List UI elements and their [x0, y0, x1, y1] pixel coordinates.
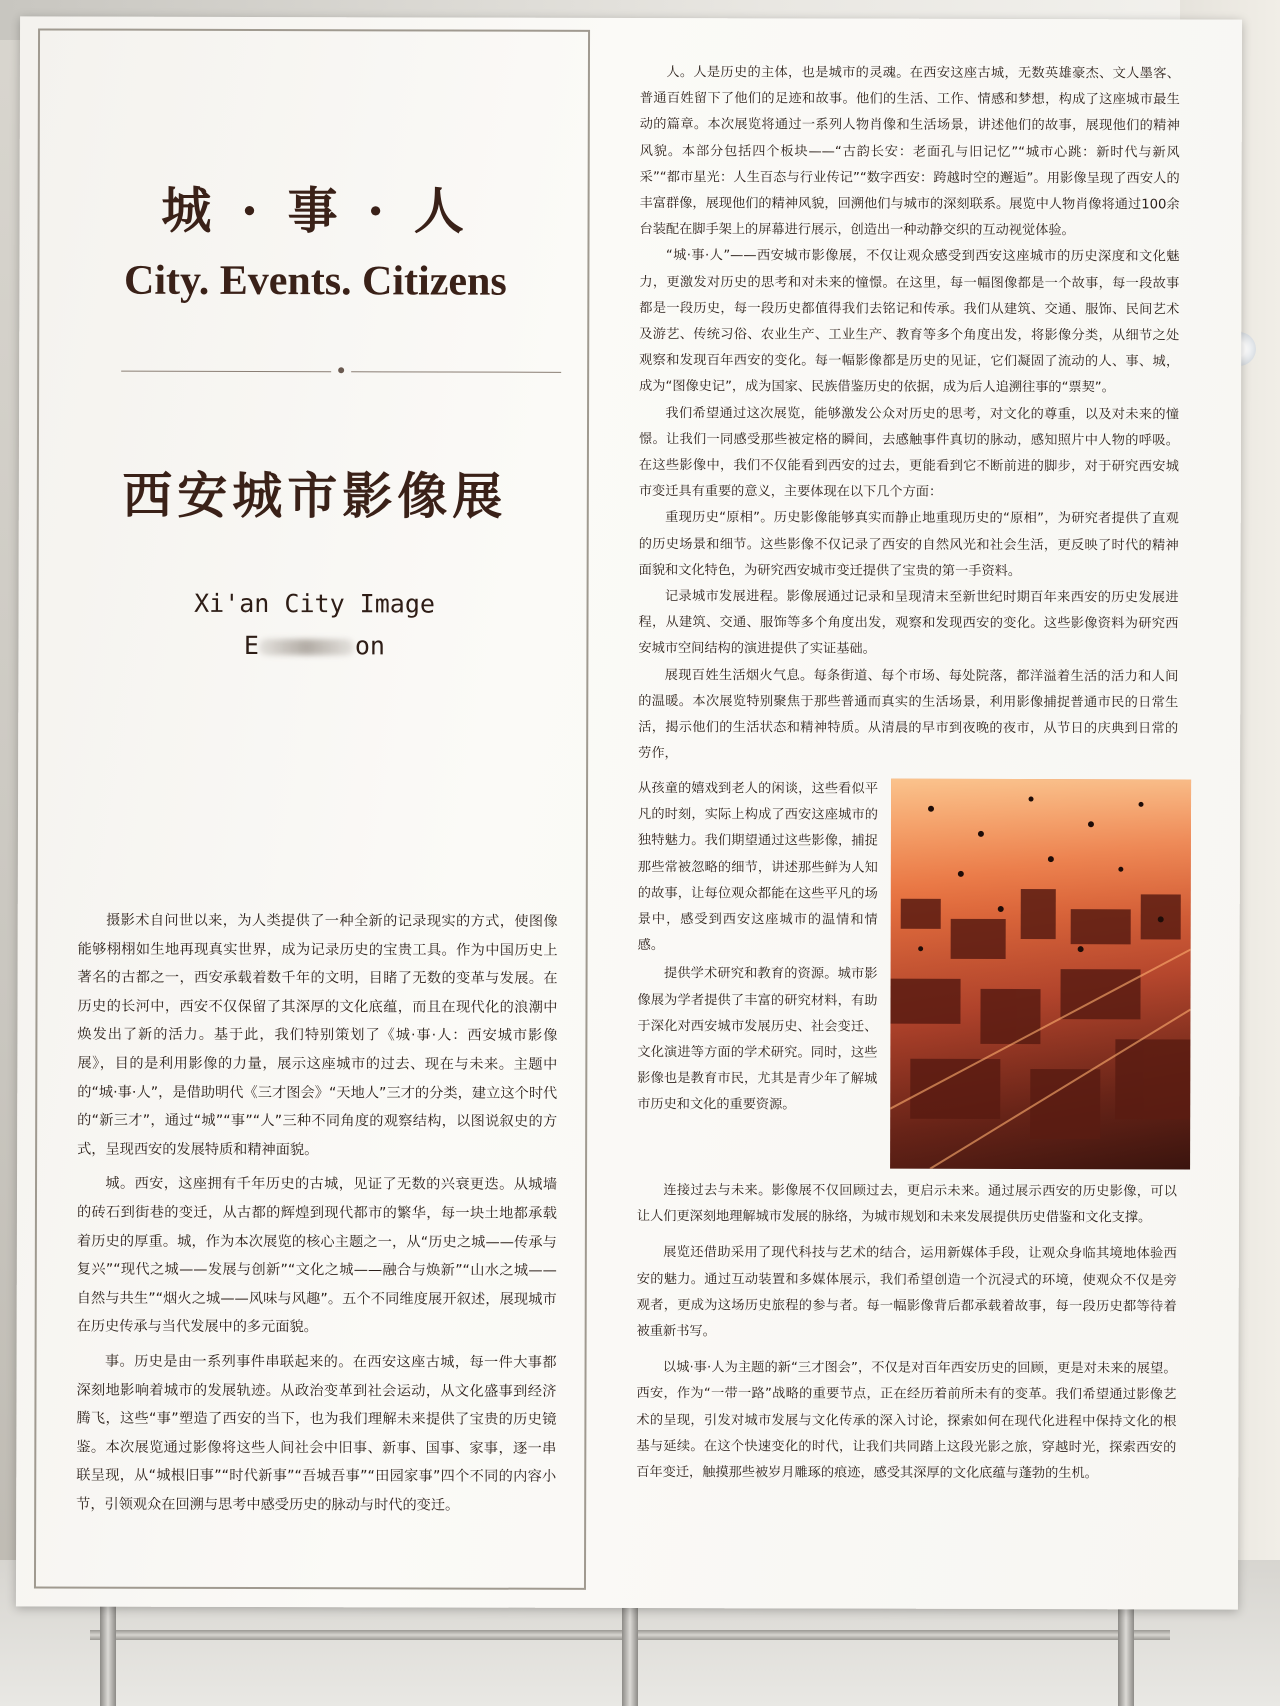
- title-divider-right: [351, 371, 561, 373]
- exhibition-paragraph: “城·事·人”——西安城市影像展，不仅让观众感受到西安这座城市的历史深度和文化魅力，更激发对历史的思考和对未来的憧憬。在这里，每一幅图像都是一个故事，每一段故事都是一段历史，每一段历史都值得我们去铭记和传承。我们从建筑、交通、服饰、民间艺术及游艺、传统习俗、农业生产、工业生产、教育等多个角度出发，将影像分类，从细节之处观察和发现百年西安的变化。每一幅影像都是历史的见证，它们凝固了流动的人、事、城，成为“图像史记”，成为国家、民族借鉴历史的依据，成为后人追溯往事的“票契”。: [639, 248, 1180, 396]
- subtitle-english-line1: Xi'an City Image: [194, 588, 435, 619]
- photo-illustration: [890, 779, 1191, 1170]
- intro-paragraph: 摄影术自问世以来，为人类提供了一种全新的记录现实的方式，使图像能够栩栩如生地再现真实世界，成为记录历史的宝贵工具。作为中国历史上著名的古都之一，西安承载着数千年的文明，目睹了无数的变革与发展。在历史的长河中，西安不仅保留了其深厚的文化底蕴，而且在现代化的浪潮中焕发出了新的活力。基于此，我们特别策划了《城·事·人：西安城市影像展》，目的是利用影像的力量，展示这座城市的过去、现在与未来。主题中的“城·事·人”，是借助明代《三才图会》“天地人”三才的分类，建立这个时代的“新三才”，通过“城”“事”“人”三种不同角度的观察结构，以图说叙史的方式，呈现西安的发展特质和精神面貌。: [77, 912, 558, 1158]
- left-body-text: [76, 907, 558, 1521]
- daily-life-paragraph: 展现百姓生活烟火气息。每条街道、每个市场、每处院落，都洋溢着生活的活力和人间的温暖。本次展览特别聚焦于那些普通而真实的生活场景，利用影像捕捉普通市民的日常生活，揭示他们的生活状态和精神特质。从清晨的早市到夜晚的夜市，从节日的庆典到日常的劳作，: [638, 667, 1179, 762]
- development-paragraph: 记录城市发展进程。影像展通过记录和呈现清末至新世纪时期百年来西安的历史发展进程，从建筑、交通、服饰等多个角度出发，观察和发现西安的变化。这些影像资料为研究西安城市空间结构的演进提供了实证基础。: [638, 589, 1179, 658]
- title-english: City. Events. Citizens: [124, 257, 507, 305]
- technology-paragraph: 展览还借助采用了现代科技与艺术的结合，运用新媒体手段，让观众身临其境地体验西安的魅力。通过互动装置和多媒体展示，我们希望创造一个沉浸式的环境，使观众不仅是旁观者，更成为这场历史旅程的参与者。每一幅影像背后都承载着故事，每一段历史都等待着被重新书写。: [636, 1245, 1177, 1340]
- daily-life-paragraph-cont: 从孩童的嬉戏到老人的闲谈，这些看似平凡的时刻，实际上构成了西安这座城市的独特魅力。我们期望通过这些影像，捕捉那些常被忽略的细节，讲述那些鲜为人知的故事，让每位观众都能在这些平凡的场景中，感受到西安这座城市的温情和情感。: [637, 781, 879, 954]
- subtitle-english-line2-start: E: [243, 630, 259, 661]
- xian-aerial-photo: [890, 779, 1191, 1170]
- hope-paragraph: 我们希望通过这次展览，能够激发公众对历史的思考，对文化的尊重，以及对未来的憧憬。让我们一同感受那些被定格的瞬间，去感触事件真切的脉动，感知照片中人物的呼吸。在这些影像中，我们不仅能看到西安的过去，更能看到它不断前进的脚步，对于研究西安城市变迁具有重要的意义，主要体现在以下几个方面：: [638, 405, 1180, 501]
- right-body-text-bottom: [636, 1178, 1177, 1488]
- title-divider-left: [121, 371, 331, 373]
- events-paragraph: 事。历史是由一系列事件串联起来的。在西安这座古城，每一件大事都深刻地影响着城市的发展轨迹。从政治变革到社会运动，从文化盛事到经济腾飞，这些“事”塑造了西安的当下，也为我们理解未来提供了宝贵的历史镜鉴。本次展览通过影像将这些人间社会中旧事、新事、国事、家事，逐一串联呈现，从“城根旧事”“时代新事”“吾城吾事”“田园家事”四个不同的内容小节，引领观众在回溯与思考中感受历史的脉动与时代的变迁。: [76, 1353, 557, 1514]
- subtitle-english-line2-end: on: [354, 631, 386, 661]
- blurred-word-overlay: [259, 639, 355, 655]
- future-paragraph: 连接过去与未来。影像展不仅回顾过去，更启示未来。通过展示西安的历史影像，可以让人们更深刻地理解城市发展的脉络，为城市规划和未来发展提供历史借鉴和文化支撑。: [636, 1183, 1178, 1226]
- stand-leg-middle: [622, 1600, 638, 1706]
- subtitle-chinese: 西安城市影像展: [122, 465, 508, 526]
- exhibition-poster-board: [16, 16, 1242, 1609]
- right-body-text-wrap: [637, 776, 878, 1119]
- right-body-text-top: [638, 60, 1180, 769]
- people-paragraph: 人。人是历史的主体，也是城市的灵魂。在西安这座古城，无数英雄豪杰、文人墨客、普通百姓留下了他们的足迹和故事。他们的生活、工作、情感和梦想，构成了这座城市最生动的篇章。本次展览将通过一系列人物肖像和生活场景，讲述他们的故事，展现他们的精神风貌。本部分包括四个板块——“古韵长安：老面孔与旧记忆”“城市心跳：新时代与新风采”“都市星光：人生百态与行业传记”“数字西安：跨越时空的邂逅”。用影像呈现了西安人的丰富群像，展现他们的精神风貌，回溯他们与城市的深刻联系。展览中人物肖像将通过100余台装配在脚手架上的屏幕进行展示，创造出一种动静交织的互动视觉体验。: [639, 65, 1180, 239]
- title-divider-dot: [338, 367, 344, 373]
- history-paragraph: 重现历史“原相”。历史影像能够真实而静止地重现历史的“原相”，为研究者提供了直观的历史场景和细节。这些影像不仅记录了西安的自然风光和社会生活，更反映了时代的精神面貌和文化特色，为研究西安城市变迁提供了宝贵的第一手资料。: [638, 510, 1179, 579]
- title-chinese: 城 · 事 · 人: [161, 180, 470, 241]
- academic-paragraph: 提供学术研究和教育的资源。城市影像展为学者提供了丰富的研究材料，有助于深化对西安城市发展历史、社会变迁、文化演进等方面的学术研究。同时，这些影像也是教育市民，尤其是青少年了解城市历史和文化的重要资源。: [637, 966, 878, 1113]
- city-paragraph: 城。西安，这座拥有千年历史的古城，见证了无数的兴衰更迭。从城墙的砖石到街巷的变迁，从古都的辉煌到现代都市的繁华，每一块土地都承载着历史的厚重。城，作为本次展览的核心主题之一，从“历史之城——传承与复兴”“现代之城——发展与创新”“文化之城——融合与焕新”“山水之城——自然与共生”“烟火之城——风味与风趣”。五个不同维度展开叙述，展现城市在历史传承与当代发展中的多元面貌。: [76, 1175, 558, 1336]
- subtitle-english: [38, 582, 590, 667]
- conclusion-paragraph: 以城·事·人为主题的新“三才图会”，不仅是对百年西安历史的回顾，更是对未来的展望。西安，作为“一带一路”战略的重要节点，正在经历着前所未有的变革。我们希望通过影像艺术的呈现，引发对城市发展与文化传承的深入讨论，探索如何在现代化进程中保持文化的根基与延续。在这个快速变化的时代，让我们共同踏上这段光影之旅，穿越时光，探索西安的百年变迁，触摸那些被岁月雕琢的痕迹，感受其深厚的文化底蕴与蓬勃的生机。: [636, 1360, 1177, 1482]
- subtitle-english-line2: [38, 624, 590, 667]
- stand-leg-left: [100, 1600, 116, 1706]
